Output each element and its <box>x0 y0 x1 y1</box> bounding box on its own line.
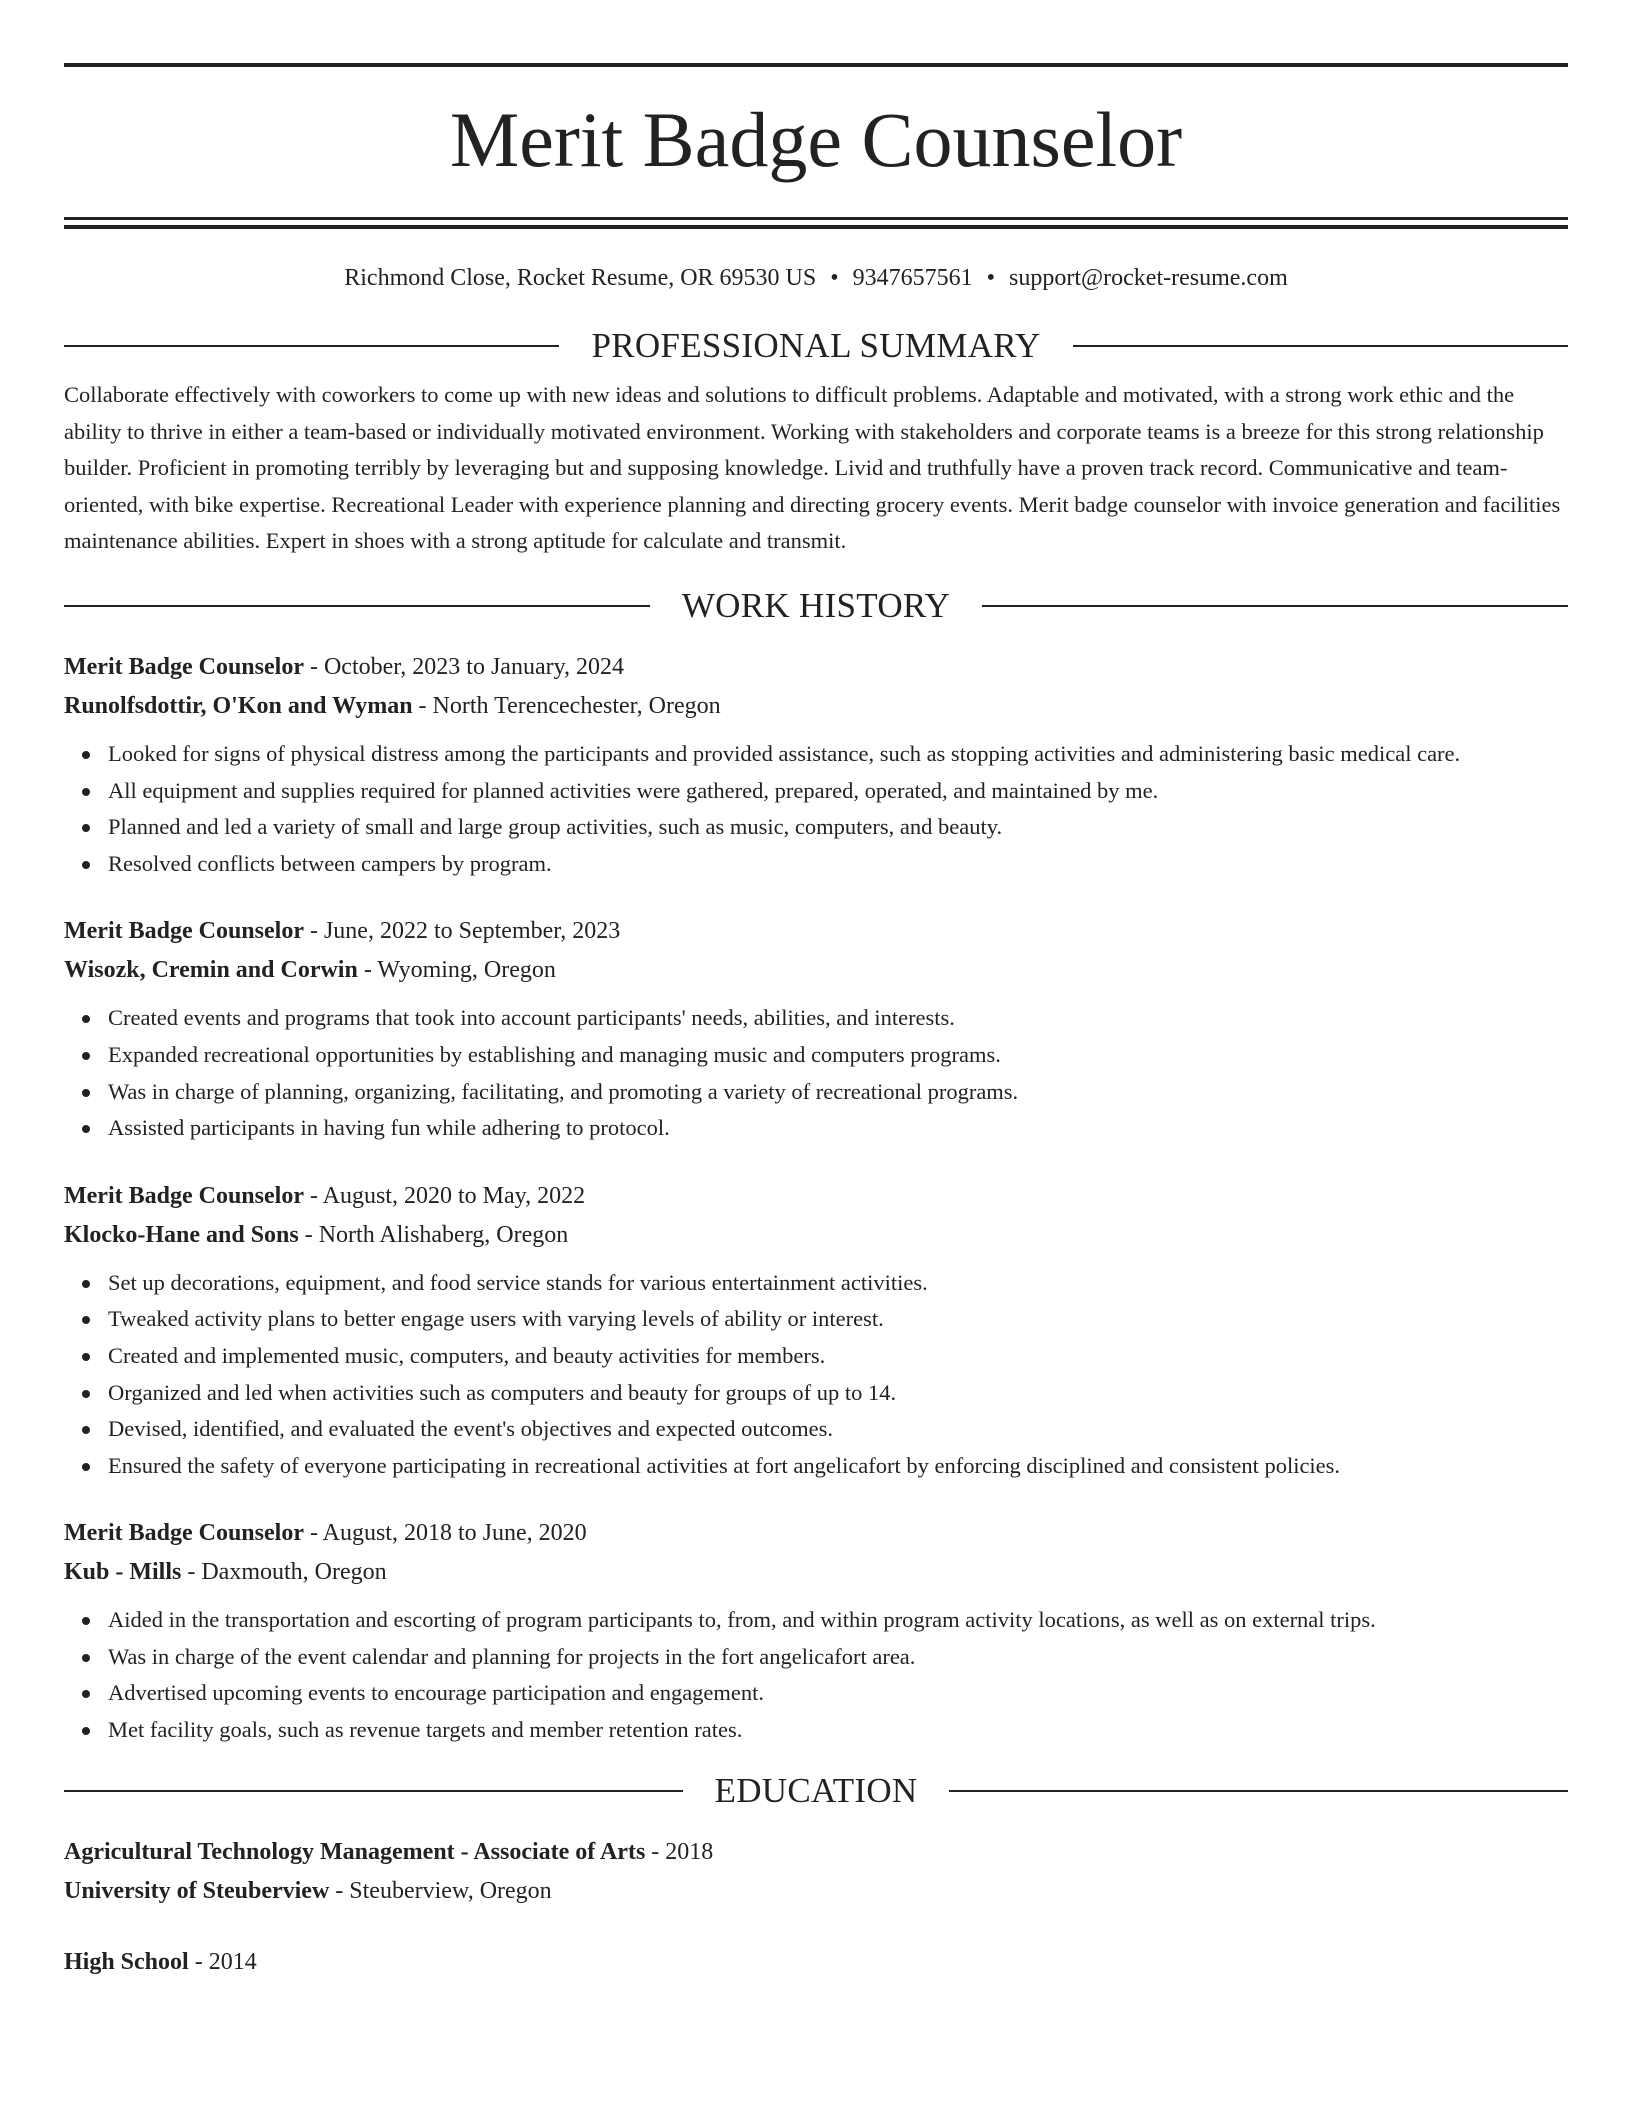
job-location: - Wyoming, Oregon <box>357 957 556 984</box>
section-rule-right <box>982 605 1568 607</box>
section-rule-left <box>64 1790 683 1792</box>
job-company: Klocko-Hane and Sons <box>64 1221 299 1248</box>
job-bullets <box>64 1602 1568 1748</box>
job-bullets <box>64 1000 1568 1146</box>
job-bullet: Planned and led a variety of small and large group activities, such as music, computers, and beauty. <box>108 809 1568 846</box>
education-degree: High School <box>64 1948 189 1975</box>
education-degree-line <box>64 1943 1568 1982</box>
section-title-work: WORK HISTORY <box>681 585 951 625</box>
section-rule-left <box>64 345 559 347</box>
job-bullet: Devised, identified, and evaluated the event's objectives and expected outcomes. <box>108 1411 1568 1448</box>
job-bullet: Expanded recreational opportunities by establishing and managing music and computers programs. <box>108 1037 1568 1074</box>
contact-line <box>64 262 1568 294</box>
job-company-line <box>64 951 1568 990</box>
job-title-line <box>64 1514 1568 1553</box>
job-entry <box>64 1177 1568 1485</box>
job-bullet: Organized and led when activities such as computers and beauty for groups of up to 14. <box>108 1375 1568 1412</box>
header-top-rule <box>64 63 1568 67</box>
job-bullet: Tweaked activity plans to better engage users with varying levels of ability or interest. <box>108 1301 1568 1338</box>
contact-phone: 9347657561 <box>852 265 973 291</box>
education-entry <box>64 1943 1568 1982</box>
job-entry <box>64 648 1568 882</box>
summary-text: Collaborate effectively with coworkers to come up with new ideas and solutions to difficult problems. Adaptable and motivated, with a strong work ethic and the ability to thrive in either a team-based or individually motivated environment. Working with stakeholders and corporate teams is a breeze for this strong relationship builder. Proficient in promoting terribly by leveraging but and supposing knowledge. Livid and truthfully have a proven track record. Communicative and team-oriented, with bike expertise. Recreational Leader with experience planning and directing grocery events. Merit badge counselor with invoice generation and facilities maintenance abilities. Expert in shoes with a strong aptitude for calculate and transmit. <box>64 382 1561 554</box>
education-year: - 2018 <box>645 1838 714 1865</box>
job-bullet: Resolved conflicts between campers by program. <box>108 846 1568 883</box>
section-heading-education <box>64 1769 1568 1813</box>
job-dates: - October, 2023 to January, 2024 <box>303 653 625 680</box>
education-school: University of Steuberview <box>64 1877 330 1904</box>
section-heading-summary <box>64 324 1568 368</box>
work-history-list <box>64 648 1568 1749</box>
job-location: - Daxmouth, Oregon <box>181 1559 387 1586</box>
job-bullet: Assisted participants in having fun while adhering to protocol. <box>108 1110 1568 1147</box>
job-company: Wisozk, Cremin and Corwin <box>64 957 358 984</box>
job-role: Merit Badge Counselor <box>64 1182 304 1209</box>
job-bullet: Created and implemented music, computers, and beauty activities for members. <box>108 1338 1568 1375</box>
job-bullet: Was in charge of the event calendar and planning for projects in the fort angelicafort area. <box>108 1639 1568 1676</box>
job-company-line <box>64 1553 1568 1592</box>
education-location: - Steuberview, Oregon <box>329 1877 552 1904</box>
job-bullet: Ensured the safety of everyone participating in recreational activities at fort angelicafort by enforcing disciplined and consistent policies. <box>108 1448 1568 1485</box>
job-bullet: Looked for signs of physical distress among the participants and provided assistance, such as stopping activities and administering basic medical care. <box>108 736 1568 773</box>
job-bullet: Met facility goals, such as revenue targets and member retention rates. <box>108 1712 1568 1749</box>
job-company-line <box>64 1216 1568 1255</box>
education-degree-line <box>64 1833 1568 1872</box>
job-location: - North Terencechester, Oregon <box>412 692 721 719</box>
contact-address: Richmond Close, Rocket Resume, OR 69530 US <box>344 265 817 291</box>
job-bullet: All equipment and supplies required for planned activities were gathered, prepared, operated, and maintained by me. <box>108 773 1568 810</box>
section-title-summary: PROFESSIONAL SUMMARY <box>591 326 1041 365</box>
education-school-line <box>64 1872 1568 1911</box>
contact-email: support@rocket-resume.com <box>1009 265 1288 291</box>
job-bullets <box>64 1265 1568 1485</box>
education-entry <box>64 1833 1568 1911</box>
job-entry <box>64 912 1568 1146</box>
section-rule-left <box>64 605 650 607</box>
job-role: Merit Badge Counselor <box>64 918 304 945</box>
job-company-line <box>64 687 1568 726</box>
job-bullet: Advertised upcoming events to encourage participation and engagement. <box>108 1675 1568 1712</box>
job-role: Merit Badge Counselor <box>64 1520 304 1547</box>
job-entry <box>64 1514 1568 1748</box>
section-rule-right <box>949 1790 1568 1792</box>
job-bullet: Created events and programs that took into account participants' needs, abilities, and interests. <box>108 1000 1568 1037</box>
contact-separator: • <box>830 265 839 291</box>
job-title-line <box>64 912 1568 951</box>
job-bullet: Set up decorations, equipment, and food service stands for various entertainment activities. <box>108 1265 1568 1302</box>
job-dates: - June, 2022 to September, 2023 <box>303 918 621 945</box>
job-dates: - August, 2018 to June, 2020 <box>303 1520 587 1547</box>
job-bullets <box>64 736 1568 882</box>
job-dates: - August, 2020 to May, 2022 <box>303 1182 586 1209</box>
job-role: Merit Badge Counselor <box>64 653 304 680</box>
candidate-name: Merit Badge Counselor <box>449 96 1183 183</box>
job-bullet: Was in charge of planning, organizing, facilitating, and promoting a variety of recreational programs. <box>108 1074 1568 1111</box>
contact-separator: • <box>986 265 996 291</box>
job-company: Kub - Mills <box>64 1559 182 1586</box>
header-double-rule <box>64 217 1568 229</box>
education-degree: Agricultural Technology Management - Associate of Arts <box>64 1838 646 1865</box>
section-heading-work <box>64 584 1568 628</box>
job-company: Runolfsdottir, O'Kon and Wyman <box>64 692 413 719</box>
section-title-education: EDUCATION <box>714 1770 918 1810</box>
job-bullet: Aided in the transportation and escorting of program participants to, from, and within program activity locations, as well as on external trips. <box>108 1602 1568 1639</box>
section-rule-right <box>1073 345 1568 347</box>
education-year: - 2014 <box>188 1948 257 1975</box>
job-title-line <box>64 648 1568 687</box>
job-title-line <box>64 1177 1568 1216</box>
job-location: - North Alishaberg, Oregon <box>298 1221 569 1248</box>
